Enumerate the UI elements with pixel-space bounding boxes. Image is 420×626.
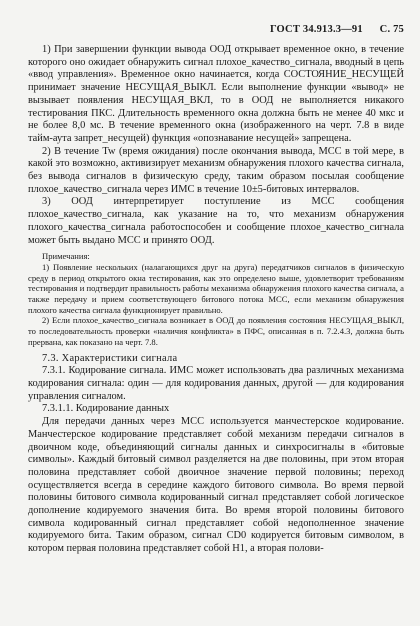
- section-heading: 7.3. Характеристики сигнала: [42, 352, 178, 364]
- item-3: 3) ООД интерпретирует поступление из МСС сообщения плохое_качество_сигнала, как указание на то, что механизм обнаружения плохого_качества_сигнала работоспособен и сообщение плохое_качество_сигнала может быть выдано МСС и принято ООД.: [28, 196, 404, 246]
- note-2: 2) Если плохое_качество_сигнала возникает в ООД до появления состояния НЕСУЩАЯ_ВЫКЛ, то последовательность проверки «наличия конфликта» в ПФС, описанная в п. 7.2.4.3, должна быть прервана, как показано на черт. 7.8.: [28, 315, 404, 347]
- section-body: Для передачи данных через МСС используется манчестерское кодирование. Манчестерское кодирование представляет собой механизм передачи сигналов в двоичном коде, объединяющий сигналы данных и синхросигналы в «битовые символы». Каждый битовый символ разделяется на две половины, при этом вторая половина представляет собой двоичное значение первой половины; переход осуществляется всегда в середине каждого битового символа. Во время первой половины битового символа кодированный сигнал представляет собой логическое дополнение кодируемого значения бита. Во время второй половины битового символа кодированный сигнал представляет собой недополненное значение кодируемого бита. Таким образом, сигнал CD0 кодируется битовым символом, в котором первая половина представляет собой H1, а вторая полови-: [28, 416, 404, 555]
- standard-number: ГОСТ 34.913.3—91: [269, 24, 363, 35]
- notes-title: Примечания:: [42, 251, 90, 262]
- item-1: 1) При завершении функции вывода ООД открывает временное окно, в течение которого оно ожидает обнаружить сигнал плохое_качество_сигнала, вводный в цепь «ввод управления». Временное окно начинается, когда СОСТОЯНИЕ_НЕСУЩЕЙ принимает значение НЕСУЩАЯ_ВЫКЛ. Если выполнение функции «вывод» не вызывает появления НЕСУЩАЯ_ВКЛ, то в ООД не выполняется никакого тестирования ПКС. Длительность временного окна должна быть не менее 40 мкс и не более 8,0 мс. В течение временного окна (изображенного на черт. 7.8 в виде тайм-аута запрет_несущей) функция «опознавание несущей» запрещена.: [28, 44, 404, 144]
- subsection-heading: 7.3.1.1. Кодирование данных: [42, 403, 170, 415]
- section-7-3-1: 7.3.1. Кодирование сигнала. ИМС может использовать два различных механизма кодирования сигнала: один — для кодирования данных, другой — для кодирования управления сигналом.: [28, 365, 404, 402]
- page-number: С. 75: [379, 24, 404, 35]
- item-2: 2) В течение Tw (время ожидания) после окончания вывода, МСС в той мере, в какой это возможно, активизирует механизм обнаружения плохого качества сигнала, без вывода сигналов в физическую среду, таким образом посылая сообщение плохое_качество_сигнала через ИМС в течение 10±5-битовых интервалов.: [28, 145, 404, 195]
- notes-block: [28, 251, 404, 347]
- numbered-list: [28, 44, 404, 247]
- note-1: 1) Появление нескольких (налагающихся друг на друга) передатчиков сигналов в физическую среду в период открытого окна тестирования, как это определено выше, удовлетворит требованиям тестирования и подтвердит правильность работы механизма обнаружения плохого качества сигнала, а также передачу и прием соответствующего битового потока МСС, если механизм обнаружения плохого качества сигнала функционирует правильно.: [28, 261, 404, 315]
- page-header: [256, 24, 404, 35]
